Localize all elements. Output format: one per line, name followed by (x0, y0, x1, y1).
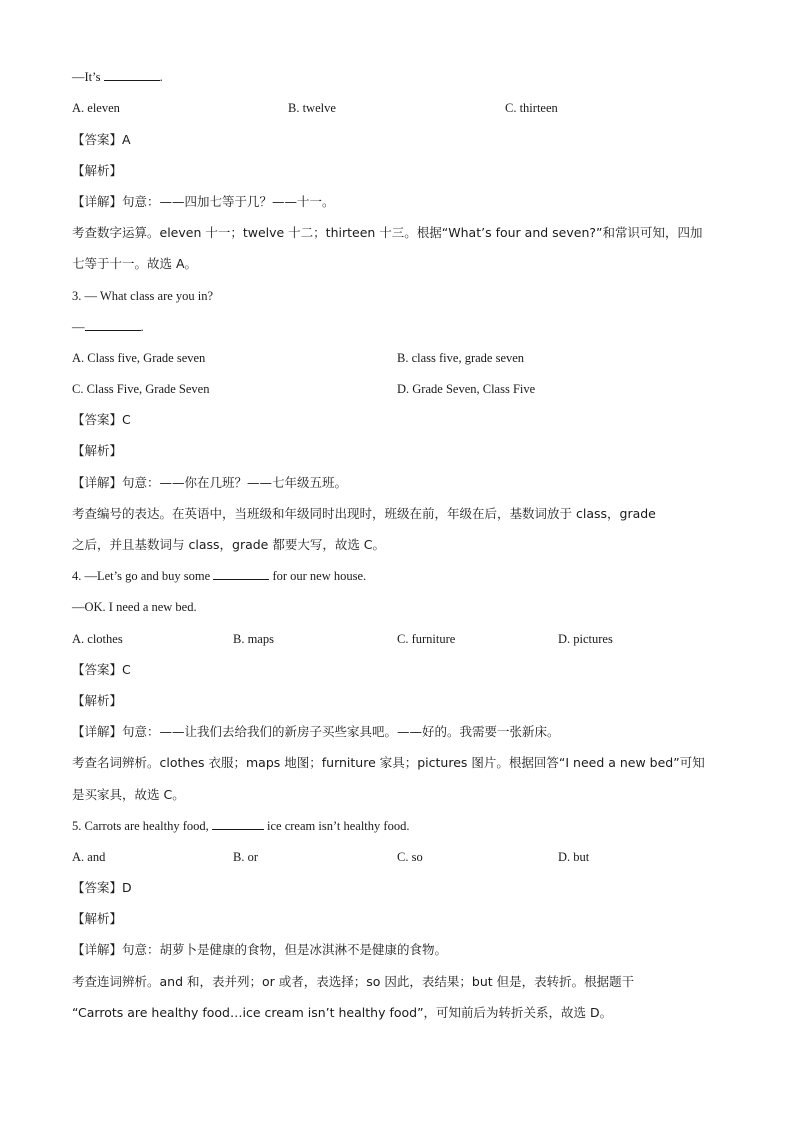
q4-question: 4. —Let’s go and buy some for our new house. (72, 569, 367, 583)
q4-response: —OK. I need a new bed. (72, 600, 197, 614)
q3-option-c: C. Class Five, Grade Seven (72, 382, 210, 396)
q5-option-c: C. so (397, 850, 423, 864)
q5-option-a: A. and (72, 850, 106, 864)
q2-detail-3: 七等于十一。故选 A。 (72, 256, 198, 271)
q5-option-b: B. or (233, 850, 258, 864)
q5-detail-3: “Carrots are healthy food…ice cream isn’t healthy food”，可知前后为转折关系，故选 D。 (72, 1005, 613, 1020)
q3-question: 3. — What class are you in? (72, 289, 214, 303)
q4-answer: 【答案】C (72, 662, 131, 677)
q2-answer-line: —It’s . (72, 70, 163, 84)
q4-option-c: C. furniture (397, 632, 456, 646)
q5-blank (212, 818, 264, 830)
q3-option-a: A. Class five, Grade seven (72, 351, 206, 365)
q2-answer: 【答案】A (72, 132, 131, 147)
q5-detail-2: 考查连词辨析。and 和，表并列；or 或者，表选择；so 因此，表结果；but 但是，表转折。根据题干 (72, 974, 635, 989)
q4-option-a: A. clothes (72, 632, 123, 646)
q5-question: 5. Carrots are healthy food, ice cream isn’t healthy food. (72, 819, 410, 833)
q3-detail-1: 【详解】句意：——你在几班？——七年级五班。 (72, 475, 348, 490)
q2-answer-prefix: —It’s (72, 70, 101, 84)
q2-option-b: B. twelve (288, 101, 336, 115)
q2-analysis-heading: 【解析】 (72, 163, 123, 178)
q3-blank (85, 319, 141, 331)
q2-option-a: A. eleven (72, 101, 120, 115)
q4-blank (213, 568, 269, 580)
q3-analysis-heading: 【解析】 (72, 443, 123, 458)
q2-blank (104, 69, 160, 81)
q3-option-b: B. class five, grade seven (397, 351, 525, 365)
q5-answer: 【答案】D (72, 880, 132, 895)
q2-detail-1: 【详解】句意：——四加七等于几？——十一。 (72, 194, 335, 209)
q3-detail-3: 之后，并且基数词与 class，grade 都要大写，故选 C。 (72, 537, 386, 552)
q3-answer-line: — . (72, 320, 144, 334)
q5-detail-1: 【详解】句意：胡萝卜是健康的食物，但是冰淇淋不是健康的食物。 (72, 942, 448, 957)
q4-detail-2: 考查名词辨析。clothes 衣服；maps 地图；furniture 家具；pictures 图片。根据回答“I need a new bed”可知 (72, 755, 705, 770)
q3-answer: 【答案】C (72, 412, 131, 427)
q5-analysis-heading: 【解析】 (72, 911, 123, 926)
q4-analysis-heading: 【解析】 (72, 693, 123, 708)
q2-detail-2: 考查数字运算。eleven 十一；twelve 十二；thirteen 十三。根据“What’s four and seven?”和常识可知，四加 (72, 225, 703, 240)
q4-option-d: D. pictures (558, 632, 613, 646)
q3-option-d: D. Grade Seven, Class Five (397, 382, 536, 396)
q4-detail-1: 【详解】句意：——让我们去给我们的新房子买些家具吧。——好的。我需要一张新床。 (72, 724, 560, 739)
q2-option-c: C. thirteen (505, 101, 558, 115)
q4-option-b: B. maps (233, 632, 274, 646)
q4-detail-3: 是买家具，故选 C。 (72, 787, 185, 802)
q5-option-d: D. but (558, 850, 590, 864)
q3-detail-2: 考查编号的表达。在英语中，当班级和年级同时出现时，班级在前，年级在后，基数词放于 class，grade (72, 506, 656, 521)
